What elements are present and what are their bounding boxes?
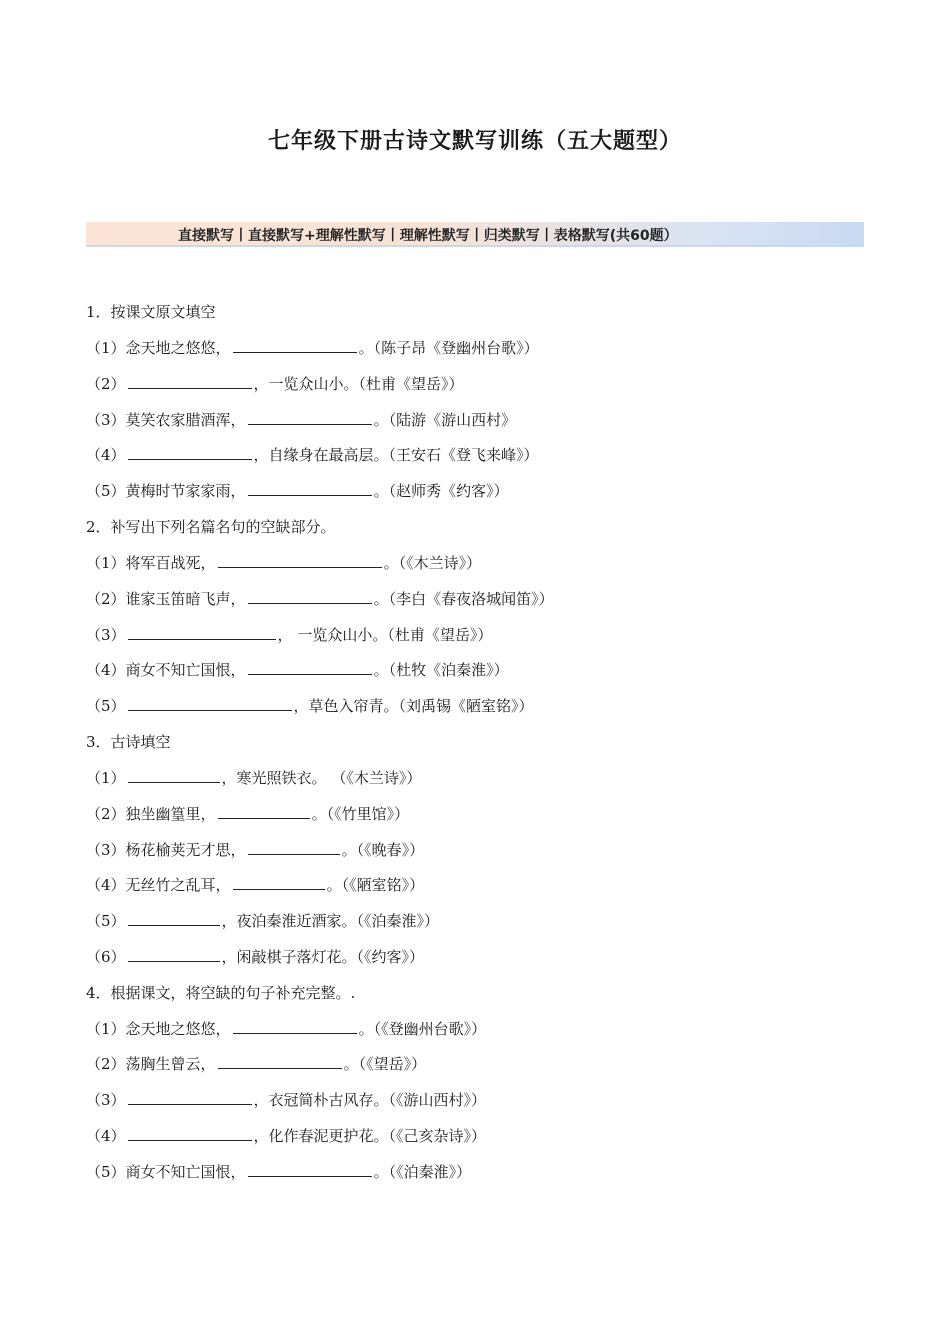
answer-blank[interactable]: [128, 445, 252, 460]
page-title: 七年级下册古诗文默写训练（五大题型）: [267, 129, 682, 154]
answer-blank[interactable]: [218, 1054, 342, 1069]
question-heading: 3．古诗填空: [86, 733, 171, 751]
answer-blank[interactable]: [128, 911, 220, 926]
question-heading: 1．按课文原文填空: [86, 303, 216, 321]
question-item: （5） ，草色入帘青。（刘禹锡《陋室铭》）: [86, 697, 534, 715]
answer-blank[interactable]: [218, 804, 310, 819]
answer-blank[interactable]: [233, 338, 357, 353]
question-item: （1）将军百战死， 。（《木兰诗》）: [86, 554, 482, 572]
answer-blank[interactable]: [248, 1162, 372, 1177]
question-item: （1）念天地之悠悠， 。（《登幽州台歌》）: [86, 1020, 487, 1038]
answer-blank[interactable]: [128, 374, 252, 389]
answer-blank[interactable]: [128, 1126, 252, 1141]
answer-blank[interactable]: [248, 660, 372, 675]
question-item: （2）荡胸生曾云， 。（《望岳》）: [86, 1055, 427, 1073]
question-item: （3） ，衣冠简朴古风存。（《游山西村》）: [86, 1091, 487, 1109]
answer-blank[interactable]: [128, 625, 276, 640]
answer-blank[interactable]: [248, 481, 372, 496]
question-item: （2）独坐幽篁里， 。（《竹里馆》）: [86, 805, 410, 823]
question-item: （4） ，自缘身在最高层。（王安石《登飞来峰》）: [86, 446, 539, 464]
question-item: （4） ，化作春泥更护花。（《己亥杂诗》）: [86, 1127, 487, 1145]
answer-blank[interactable]: [128, 947, 220, 962]
question-item: （5）黄梅时节家家雨， 。（赵师秀《约客》）: [86, 482, 509, 500]
answer-blank[interactable]: [233, 1019, 357, 1034]
question-item: （1） ，寒光照铁衣。 （《木兰诗》）: [86, 769, 422, 787]
question-item: （5）商女不知亡国恨， 。（《泊秦淮》）: [86, 1163, 472, 1181]
answer-blank[interactable]: [248, 840, 340, 855]
answer-blank[interactable]: [248, 589, 372, 604]
answer-blank[interactable]: [128, 768, 220, 783]
question-item: （2）谁家玉笛暗飞声， 。（李白《春夜洛城闻笛》）: [86, 590, 554, 608]
question-item: （3）杨花榆荚无才思， 。（《晚春》）: [86, 841, 425, 859]
answer-blank[interactable]: [248, 410, 372, 425]
question-item: （2） ，一览众山小。（杜甫《望岳》）: [86, 375, 464, 393]
answer-blank[interactable]: [233, 875, 325, 890]
question-item: （6） ，闲敲棋子落灯花。（《约客》）: [86, 948, 425, 966]
question-item: （3） ， 一览众山小。（杜甫《望岳》）: [86, 626, 493, 644]
answer-blank[interactable]: [128, 696, 292, 711]
answer-blank[interactable]: [218, 553, 382, 568]
question-item: （4）无丝竹之乱耳， 。（《陋室铭》）: [86, 876, 425, 894]
banner-text: 直接默写丨直接默写+理解性默写丨理解性默写丨归类默写丨表格默写(共60题）: [178, 228, 678, 244]
question-item: （4）商女不知亡国恨， 。（杜牧《泊秦淮》）: [86, 661, 509, 679]
question-item: （1）念天地之悠悠， 。（陈子昂《登幽州台歌》）: [86, 339, 539, 357]
answer-blank[interactable]: [128, 1090, 252, 1105]
question-item: （5） ，夜泊秦淮近酒家。（《泊秦淮》）: [86, 912, 440, 930]
question-item: （3）莫笑农家腊酒浑， 。（陆游《游山西村》: [86, 411, 517, 429]
question-heading: 2．补写出下列名篇名句的空缺部分。: [86, 518, 336, 536]
question-heading: 4．根据课文，将空缺的句子补充完整。.: [86, 984, 356, 1002]
question-type-banner: [86, 222, 864, 247]
